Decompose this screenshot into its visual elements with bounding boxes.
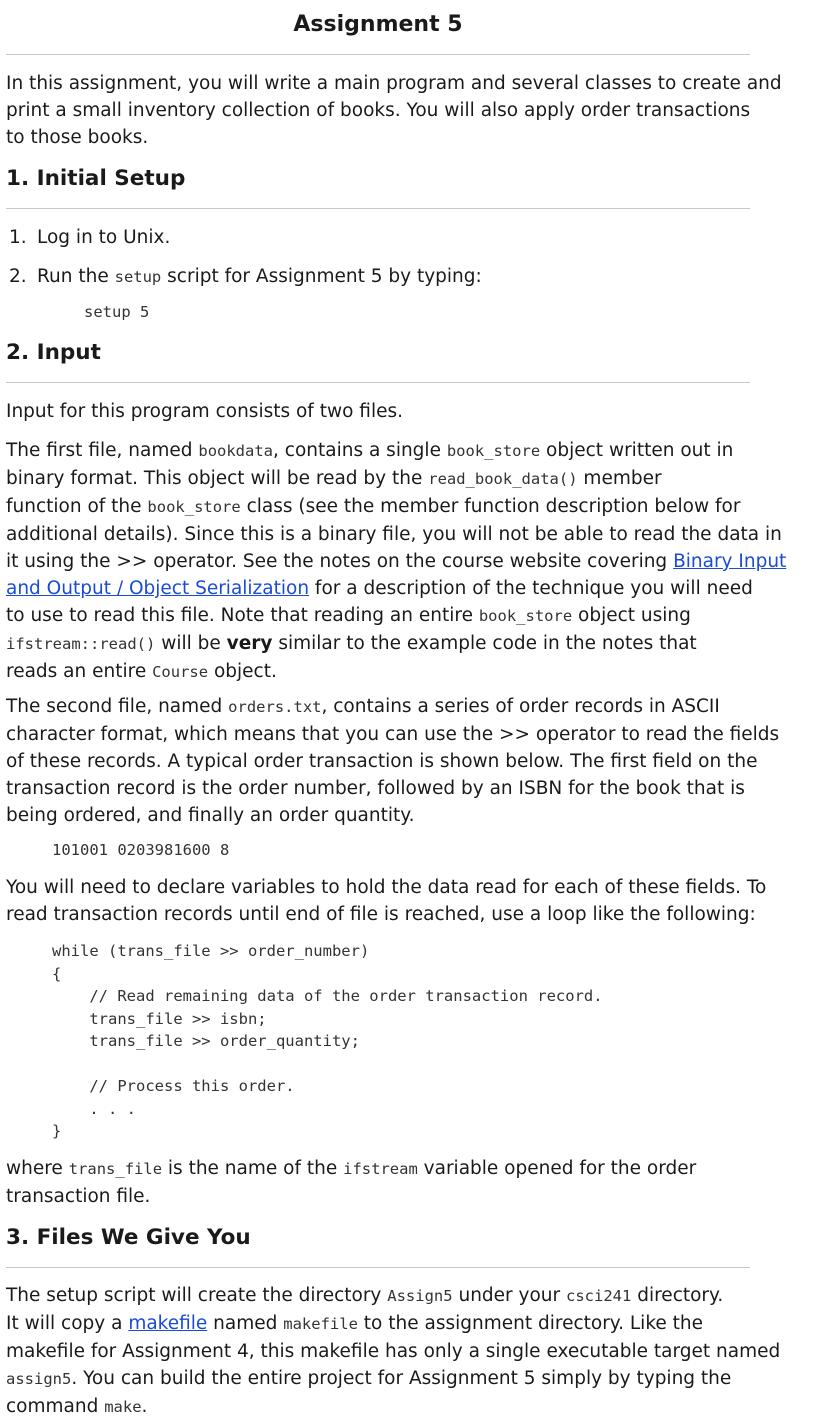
input-paragraph-5: [6, 1155, 750, 1210]
inline-code: ifstream: [343, 1160, 418, 1178]
inline-code: book_store: [478, 607, 573, 625]
input-paragraph-3: [6, 693, 780, 829]
text-line: command make.: [6, 1396, 148, 1417]
inline-code: make: [104, 1398, 142, 1416]
sample-order-record: 101001 0203981600 8: [52, 841, 230, 859]
section-heading-input: 2. Input: [6, 340, 101, 365]
inline-code: makefile: [283, 1315, 358, 1333]
inline-code: assign5: [6, 1370, 72, 1388]
text-line: of these records. A typical order transaction is shown below. The first field on the: [6, 751, 758, 772]
inline-code: book_store: [147, 498, 241, 516]
inline-code: trans_file: [68, 1160, 163, 1178]
list-item-text: Log in to Unix.: [37, 227, 171, 248]
list-number: 2.: [9, 266, 27, 287]
inline-code: csci241: [566, 1287, 632, 1305]
inline-code: setup: [114, 268, 162, 286]
binary-io-link-continued[interactable]: and Output / Object Serialization: [6, 578, 310, 599]
text-line: It will copy a makefile named makefile to the assignment directory. Like the: [6, 1313, 703, 1334]
text-line: and Output / Object Serialization for a description of the technique you will need: [6, 578, 753, 599]
text-line: being ordered, and finally an order quantity.: [6, 805, 415, 826]
input-paragraph-4: [6, 874, 767, 928]
text-line: binary format. This object will be read by the read_book_data() member: [6, 468, 662, 489]
inline-code: Course: [152, 663, 209, 681]
text-line: where trans_file is the name of the ifstream variable opened for the order: [6, 1158, 697, 1179]
text-line: You will need to declare variables to hold the data read for each of these fields. To: [6, 877, 767, 898]
text-run: script for Assignment 5 by typing:: [161, 266, 482, 287]
binary-io-link[interactable]: Binary Input: [673, 551, 787, 572]
divider: [6, 382, 750, 383]
divider: [6, 208, 750, 209]
setup-command: setup 5: [84, 303, 150, 321]
text-line: In this assignment, you will write a main program and several classes to create and: [6, 73, 782, 94]
section-heading-files: 3. Files We Give You: [6, 1225, 251, 1250]
text-line: The first file, named bookdata, contains a single book_store object written out in: [6, 440, 734, 461]
text-line: character format, which means that you can use the >> operator to read the fields: [6, 724, 780, 745]
text-line: print a small inventory collection of books. You will also apply order transactions: [6, 100, 751, 121]
text-line: additional details). Since this is a binary file, you will not be able to read the data in: [6, 524, 782, 545]
inline-code: Assign5: [387, 1287, 453, 1305]
text-line: The second file, named orders.txt, contains a series of order records in ASCII: [6, 696, 720, 717]
intro-paragraph: [6, 70, 782, 151]
text-run: Run the: [37, 266, 115, 287]
list-number: 1.: [9, 227, 27, 248]
inline-code: book_store: [446, 442, 541, 460]
input-paragraph-2: [6, 437, 787, 686]
divider: [6, 1267, 750, 1268]
emphasis: very: [226, 633, 273, 654]
setup-list-item-1: [6, 224, 750, 251]
text-line: function of the book_store class (see the member function description below for: [6, 496, 741, 517]
setup-list-item-2: [6, 263, 750, 291]
text-line: The setup script will create the directory Assign5 under your csci241 directory.: [6, 1285, 724, 1306]
text-line: reads an entire Course object.: [6, 661, 277, 682]
inline-code: ifstream::read(): [6, 635, 156, 653]
page-title: Assignment 5: [293, 12, 463, 37]
text-line: ifstream::read() will be very similar to the example code in the notes that: [6, 633, 697, 654]
files-paragraph: [6, 1282, 781, 1421]
text-line: read transaction records until end of file is reached, use a loop like the following:: [6, 904, 756, 925]
input-paragraph-1: Input for this program consists of two files.: [6, 401, 403, 422]
text-line: transaction record is the order number, followed by an ISBN for the book that is: [6, 778, 745, 799]
makefile-link[interactable]: makefile: [128, 1313, 208, 1334]
inline-code: orders.txt: [228, 698, 322, 716]
code-example-read-loop: while (trans_file >> order_number) { // Read remaining data of the order transaction record. trans_file >> isbn; trans_file >> order_quantity; // Process this order. . . . }: [52, 942, 603, 1140]
section-heading-initial-setup: 1. Initial Setup: [6, 166, 186, 191]
text-line: assign5. You can build the entire project for Assignment 5 simply by typing the: [6, 1368, 732, 1389]
divider: [6, 54, 750, 55]
text-line: transaction file.: [6, 1186, 151, 1207]
inline-code: bookdata: [198, 442, 274, 460]
text-line: makefile for Assignment 4, this makefile has only a single executable target named: [6, 1341, 781, 1362]
text-line: it using the >> operator. See the notes on the course website covering Binary Input: [6, 551, 787, 572]
inline-code: read_book_data(): [428, 470, 578, 488]
text-line: to those books.: [6, 127, 149, 148]
text-line: to use to read this file. Note that reading an entire book_store object using: [6, 605, 691, 626]
